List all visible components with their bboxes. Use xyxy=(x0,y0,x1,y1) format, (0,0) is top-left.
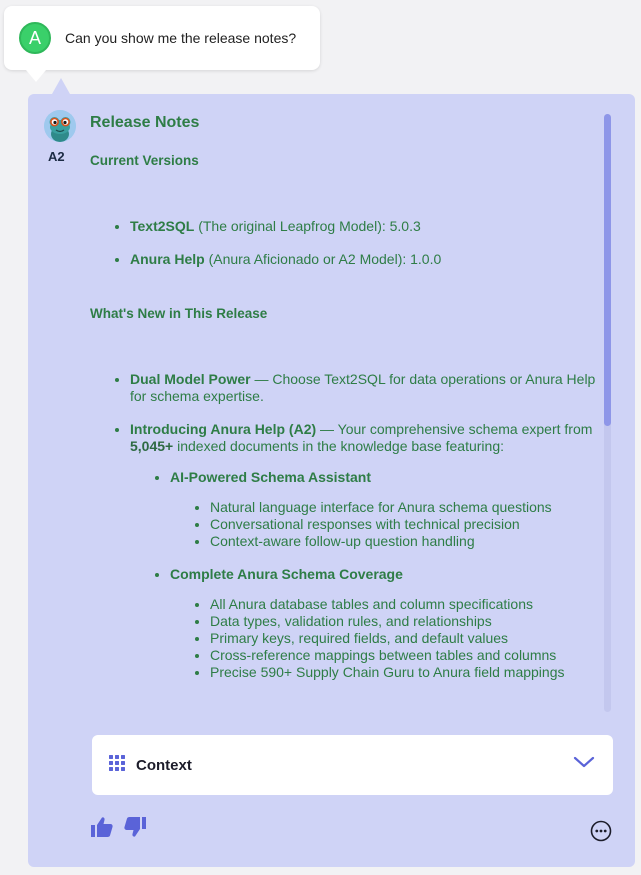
item-name: Dual Model Power xyxy=(130,371,251,387)
feature-name: Complete Anura Schema Coverage xyxy=(170,566,403,582)
list-item: • Data types, validation rules, and relationships xyxy=(210,613,602,630)
frog-mascot-icon xyxy=(44,110,76,142)
feature-item xyxy=(170,469,602,550)
version-detail: (Anura Aficionado or A2 Model): 1.0.0 xyxy=(204,251,442,267)
thumbs-up-icon[interactable] xyxy=(90,816,114,843)
bot-response-card xyxy=(28,94,635,867)
user-bubble-tail xyxy=(26,70,46,82)
list-item: • Natural language interface for Anura schema questions xyxy=(210,499,602,516)
list-item: • Precise 590+ Supply Chain Guru to Anura field mappings xyxy=(210,664,602,681)
item-detail: — Choose Text2SQL for data operations or Anura Help for schema expertise. xyxy=(130,371,596,404)
whats-new-heading: What's New in This Release xyxy=(90,306,268,321)
list-item: • Context-aware follow-up question handling xyxy=(210,533,602,550)
current-versions-heading: Current Versions xyxy=(90,153,199,168)
grid-icon xyxy=(109,755,125,776)
list-item: • Conversational responses with technical precision xyxy=(210,516,602,533)
content-scrollbar[interactable] xyxy=(604,114,611,712)
list-item: • Cross-reference mappings between tables and columns xyxy=(210,647,602,664)
context-label: Context xyxy=(136,756,192,774)
user-message-bubble xyxy=(4,6,320,70)
version-name: Anura Help xyxy=(130,251,205,267)
release-notes-content[interactable] xyxy=(90,106,602,716)
item-detail: — Your comprehensive schema expert from xyxy=(316,421,593,437)
user-avatar-letter: A xyxy=(28,27,41,48)
list-item xyxy=(130,421,602,681)
list-item: • All Anura database tables and column specifications xyxy=(210,596,602,613)
version-name: Text2SQL xyxy=(130,218,195,234)
item-name: Introducing Anura Help (A2) xyxy=(130,421,317,437)
thumbs-down-icon[interactable] xyxy=(123,816,147,843)
chevron-down-icon[interactable] xyxy=(573,755,595,774)
features-list xyxy=(130,469,602,681)
context-panel[interactable] xyxy=(92,735,613,795)
list-item xyxy=(130,218,602,235)
list-item xyxy=(130,371,602,405)
versions-list xyxy=(90,218,602,268)
bot-name: A2 xyxy=(48,149,65,164)
document-count: 5,045+ xyxy=(130,438,174,454)
feature-points xyxy=(170,499,602,550)
list-item xyxy=(130,251,602,268)
list-item: • Primary keys, required fields, and default values xyxy=(210,630,602,647)
feature-points xyxy=(170,596,602,681)
version-detail: (The original Leapfrog Model): 5.0.3 xyxy=(194,218,421,234)
response-card-tail xyxy=(52,78,70,94)
whats-new-list xyxy=(90,371,602,681)
scrollbar-thumb[interactable] xyxy=(604,114,611,426)
more-options-icon[interactable] xyxy=(590,820,612,847)
item-detail: indexed documents in the knowledge base featuring: xyxy=(173,438,504,454)
release-notes-title: Release Notes xyxy=(90,114,200,131)
feature-item xyxy=(170,566,602,681)
feature-name: AI-Powered Schema Assistant xyxy=(170,469,371,485)
user-avatar xyxy=(19,22,51,54)
user-message-text: Can you show me the release notes? xyxy=(65,30,297,46)
